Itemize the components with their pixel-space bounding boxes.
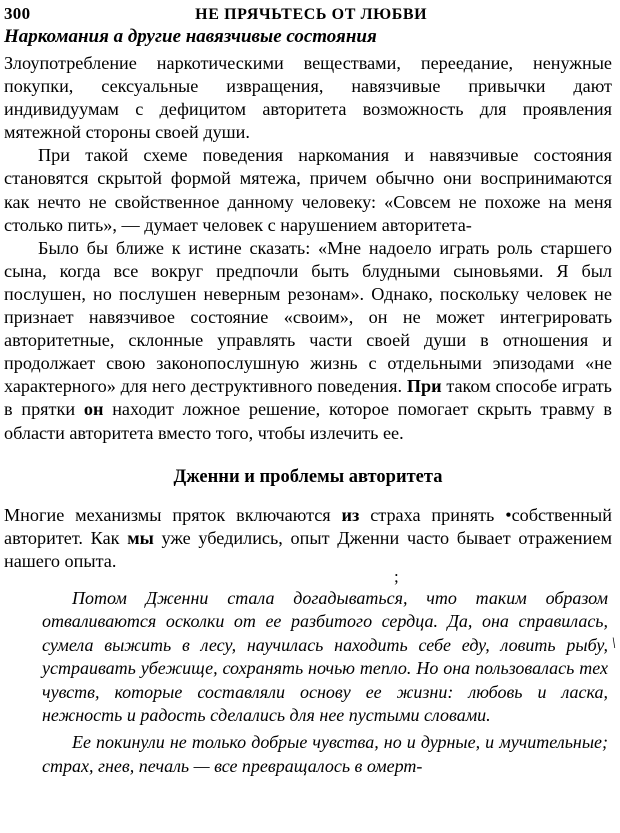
paragraph-4-part-c: страха принять • — [359, 504, 512, 525]
paragraph-4-bold-iz: из — [341, 504, 360, 525]
quote-block-1: Потом Дженни стала догадываться, что таким образом отваливаются осколки от ее разбитого сердца. Да, она справилась, сумела выжить в лесу, научилась находить себе еду, ловить рыбу, устраивать убежище, сохранять ночью тепло. Но она пользовалась тех чувств, которые составляли основу ее жизни: любовь и ласка, нежность и радость сделались для нее пустыми словами. — [42, 588, 608, 725]
paragraph-3-bold-pri: При — [406, 376, 442, 397]
subheading: Дженни и проблемы авторитета — [173, 466, 443, 487]
paragraph-4-part-f: уже убедились, опыт Дженни часто бывает отражением нашего опыта. — [4, 527, 612, 571]
paragraph-4-bold-my: мы — [127, 527, 154, 548]
running-title: НЕ ПРЯЧЬТЕСЬ ОТ ЛЮБВИ — [195, 6, 428, 23]
paragraph-3-part-e: находит ложное решение, которое помогает скрыть травму в области авторитета вместо того, чтобы излечить ее. — [4, 399, 612, 443]
paragraph-4-part-d: собственный авторитет. Как — [4, 504, 612, 548]
stray-semicolon-mark: ; — [394, 567, 399, 587]
page-number: 300 — [4, 4, 31, 23]
paragraph-4 — [4, 504, 612, 573]
page-header — [4, 4, 612, 24]
paragraph-3-part-a: Было бы ближе к истине сказать: «Мне надоело играть роль старшего сына, когда все вокруг предпочли быть блудными сыновьями. Я был послушен, но послушен неверным резонам». Однако, поскольку человек не признает навязчивое состояние «своим», он не может интегрировать авторитетные, склонные управлять части своей души в отношения и продолжает свою законопослушную жизнь с отдельными эпизодами «не характерного» для него деструктивного поведения. — [4, 237, 612, 397]
paragraph-2: При такой схеме поведения наркомания и навязчивые состояния становятся скрытой формой мятежа, причем обычно они воспринимаются как нечто не свойственное данному человеку: «Совсем не похоже на меня столько пить», — думает человек с нарушением авторитета- — [4, 145, 612, 235]
quote-block-2: Ее покинули не только добрые чувства, но и дурные, и мучительные; страх, гнев, печаль — все превращалось в омерт- — [42, 732, 608, 776]
paragraph-4-part-a: Многие механизмы пряток включаются — [4, 504, 342, 525]
paragraph-1: Злоупотребление наркотическими веществами, переедание, ненужные покупки, сексуальные извращения, навязчивые привычки дают индивидуумам с дефицитом авторитета возможность для проявления мятежной стороны своей души. — [4, 52, 612, 143]
paragraph-3-part-c: таком способе играть в прятки — [4, 376, 612, 420]
section-title: Наркомания а другие навязчивые состояния — [4, 26, 377, 47]
margin-slash-mark: \ — [611, 635, 616, 653]
paragraph-3-bold-on: он — [83, 399, 104, 420]
paragraph-3 — [4, 237, 612, 445]
